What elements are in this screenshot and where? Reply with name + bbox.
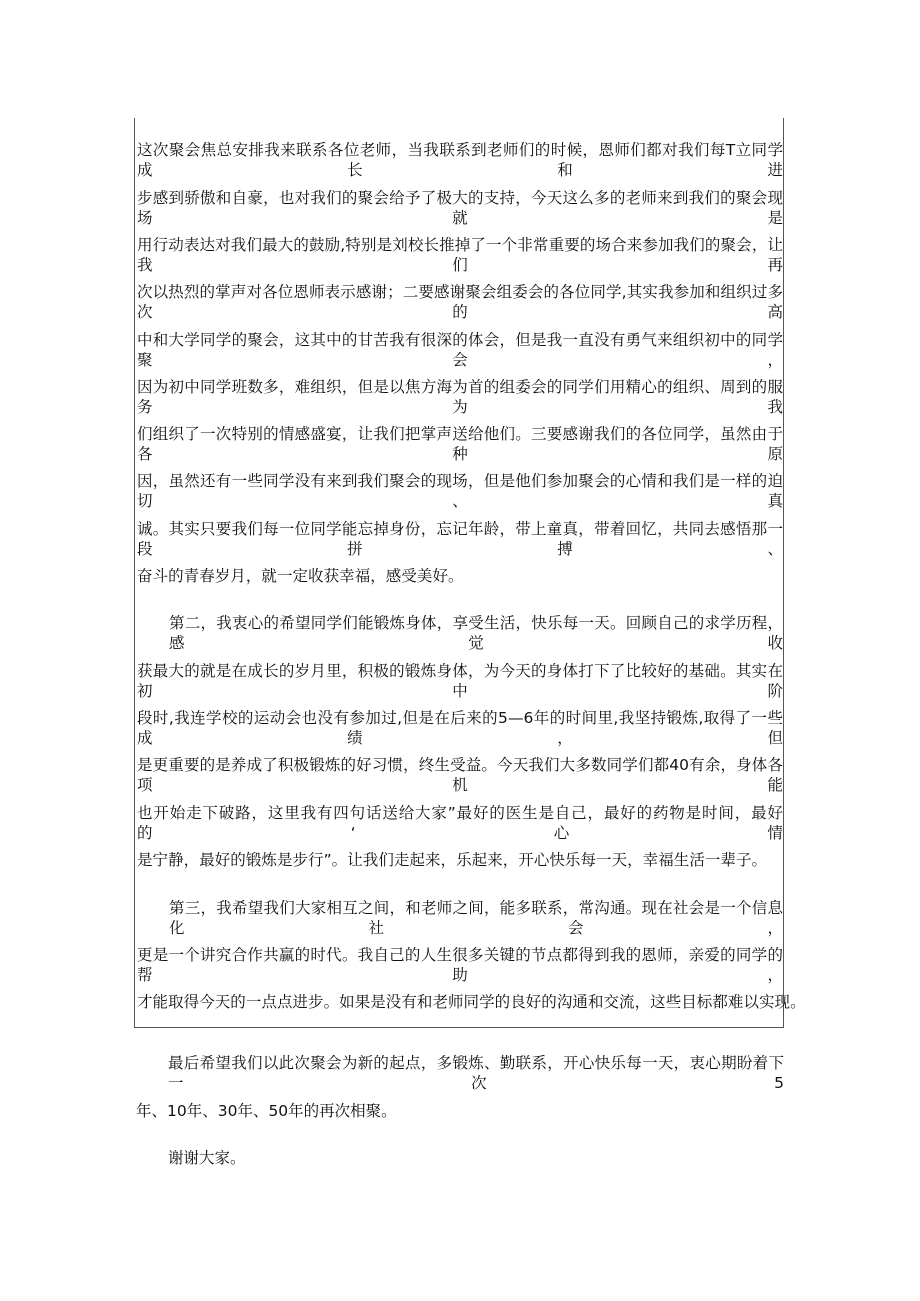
thanks-line: 谢谢大家。 <box>168 1149 246 1167</box>
text-line: 才能取得今天的一点点进步。如果是没有和老师同学的良好的沟通和交流，这些目标都难以实现。 <box>137 993 806 1011</box>
text-line: 用行动表达对我们最大的鼓励,特别是刘校长推掉了一个非常重要的场合来参加我们的聚会，让我们再 <box>137 236 783 274</box>
text-line: 中和大学同学的聚会，这其中的甘苦我有很深的体会，但是我一直没有勇气来组织初中的同学聚会， <box>137 331 783 369</box>
text-line: 是更重要的是养成了积极锻炼的好习惯，终生受益。今天我们大多数同学们都40有余，身体各项机能 <box>137 756 783 794</box>
text-line: 更是一个讲究合作共赢的时代。我自己的人生很多关键的节点都得到我的恩师，亲爱的同学的帮助， <box>137 946 783 984</box>
text-line: 是宁静，最好的锻炼是步行”。让我们走起来，乐起来，开心快乐每一天，幸福生活一辈子。 <box>137 851 768 869</box>
closing-line-1: 最后希望我们以此次聚会为新的起点，多锻炼、勤联系，开心快乐每一天，衷心期盼着下一次5 <box>168 1054 784 1092</box>
text-line: 因为初中同学班数多，难组织，但是以焦方海为首的组委会的同学们用精心的组织、周到的服务为我 <box>137 378 783 416</box>
text-line: 诚。其实只要我们每一位同学能忘掉身份，忘记年龄，带上童真，带着回忆，共同去感悟那一段拼搏、 <box>137 520 783 558</box>
bordered-text-block <box>134 118 806 1028</box>
text-line: 段时,我连学校的运动会也没有参加过,但是在后来的5—6年的时间里,我坚持锻炼,取得了一些成绩，但 <box>137 709 783 747</box>
text-line: 这次聚会焦总安排我来联系各位老师，当我联系到老师们的时候，恩师们都对我们每T立同学成长和进 <box>137 141 783 179</box>
text-line: 奋斗的青春岁月，就一定收获幸福，感受美好。 <box>137 567 464 585</box>
paragraph-first-line: 第二，我衷心的希望同学们能锻炼身体，享受生活，快乐每一天。回顾自己的求学历程，感觉收 <box>169 614 783 652</box>
text-line: 获最大的就是在成长的岁月里，积极的锻炼身体，为今天的身体打下了比较好的基础。其实在初中阶 <box>137 662 783 700</box>
text-line: 们组织了一次特别的情感盛宴，让我们把掌声送给他们。三要感谢我们的各位同学，虽然由于各种原 <box>137 425 783 463</box>
text-line: 步感到骄傲和自豪，也对我们的聚会给予了极大的支持，今天这么多的老师来到我们的聚会现场就是 <box>137 189 783 227</box>
closing-line-2: 年、10年、30年、50年的再次相聚。 <box>136 1102 397 1120</box>
text-line: 也开始走下破路，这里我有四句话送给大家”最好的医生是自己，最好的药物是时间，最好的‘心情 <box>137 804 783 842</box>
paragraph-first-line: 第三，我希望我们大家相互之间，和老师之间，能多联系，常沟通。现在社会是一个信息化社会， <box>169 899 783 937</box>
text-line: 因，虽然还有一些同学没有来到我们聚会的现场，但是他们参加聚会的心情和我们是一样的迫切、真 <box>137 472 783 510</box>
text-line: 次以热烈的掌声对各位恩师表示感谢；二要感谢聚会组委会的各位同学,其实我参加和组织过多次的高 <box>137 283 783 321</box>
